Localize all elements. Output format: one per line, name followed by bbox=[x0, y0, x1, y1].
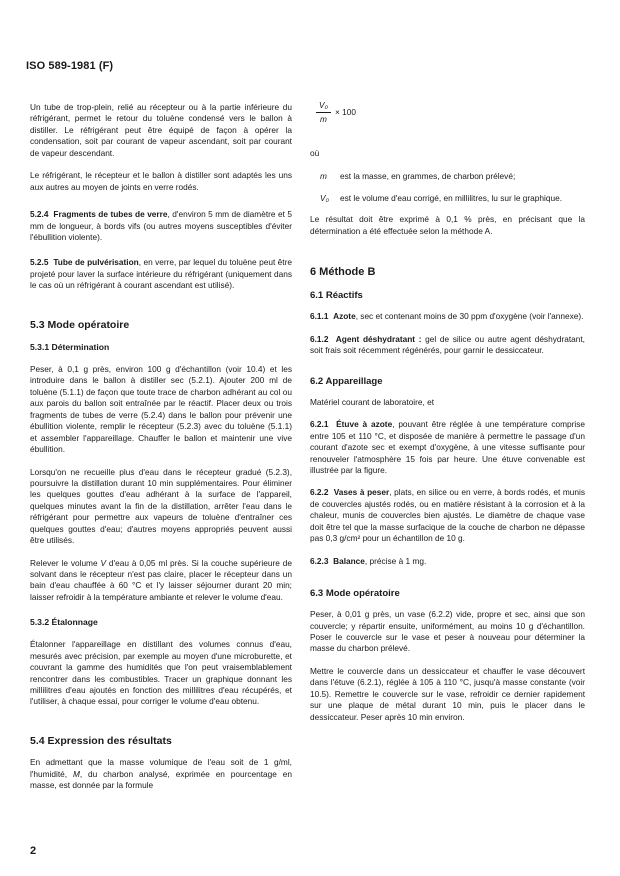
paragraph: Lorsqu'on ne recueille plus d'eau dans le récepteur gradué (5.2.3), poursuivre la distillation durant 10 min supplémentaires. Pour éliminer les quelques gouttes d'eau adhérant à la surface de l'appareil, quelques minutes avant la fin de la distillation, arrêter l'eau dans le réfrigérant pour permettre aux vapeurs de toluène d'entraîner ces quelques gouttes d'eau; d'autres moyens appropriés peuvent aussi être utilisés. bbox=[30, 466, 292, 546]
variable-v: V bbox=[100, 557, 107, 568]
paragraph: Matériel courant de laboratoire, et bbox=[310, 396, 435, 407]
clause-number: 6.1.1 bbox=[310, 311, 329, 322]
where-label: où bbox=[310, 147, 320, 158]
clause-title: Tube de pulvérisation bbox=[53, 257, 139, 268]
left-column bbox=[30, 102, 292, 803]
formula-fraction bbox=[316, 100, 331, 126]
text-run: , du charbon analysé, exprimée en pourcentage en masse, est donnée par la formule bbox=[30, 768, 292, 791]
clause-number: 5.2.5 bbox=[30, 257, 49, 268]
variable-definition-v0 bbox=[310, 193, 585, 204]
variable-symbol: m bbox=[320, 171, 327, 182]
variable-definition: est le volume d'eau corrigé, en millilitres, lu sur le graphique. bbox=[340, 192, 563, 203]
clause-6-2-1 bbox=[310, 419, 585, 476]
formula-numerator: V₀ bbox=[316, 100, 331, 113]
subsection-heading-5-3-2: 5.3.2 Étalonnage bbox=[30, 617, 98, 628]
section-heading-5-4: 5.4 Expression des résultats bbox=[30, 734, 172, 747]
section-heading-6-2: 6.2 Appareillage bbox=[310, 375, 383, 387]
paragraph: Étalonner l'appareillage en distillant des volumes connus d'eau, mesurés avec précision, par exemple au moyen d'une microburette, et couvrant la gamme des humidités que l'on peut vraisemblablement rencontrer dans les combustibles. Tracer un graphique donnant les millilitres d'eau ajoutés en fonction des millilitres d'eau récupérés, et l'utiliser, à chaque essai, pour corriger le volume d'eau obtenu. bbox=[30, 639, 292, 707]
clause-number: 6.2.2 bbox=[310, 487, 329, 498]
clause-number: 6.1.2 bbox=[310, 333, 329, 344]
text-run: d'eau à 0,05 ml près. Si la couche supérieure de solvant dans le récepteur n'est pas claire, placer le récepteur dans un bain d'eau chauffée à 60 °C et l'y laisser séjourner durant 20 min; laisser refroidir à la température ambiante et relever le volume d'eau. bbox=[30, 557, 292, 602]
variable-m: M bbox=[72, 768, 80, 779]
paragraph bbox=[30, 757, 292, 791]
clause-text: , en verre, par lequel du toluène peut être projeté pour laver la surface intérieure du réfrigérant (uniquement dans le cas où un réfrigérant à courant ascendant est utilisé). bbox=[30, 257, 292, 291]
clause-number: 6.2.3 bbox=[310, 555, 329, 566]
clause-number: 5.2.4 bbox=[30, 209, 49, 220]
clause-title: Balance bbox=[333, 555, 365, 566]
moisture-formula bbox=[316, 100, 585, 126]
clause-6-1-1 bbox=[310, 311, 585, 322]
clause-text: , sec et contenant moins de 30 ppm d'oxygène (voir l'annexe). bbox=[355, 311, 584, 322]
section-heading-6-3: 6.3 Mode opératoire bbox=[310, 588, 400, 600]
formula-multiplier: × 100 bbox=[335, 107, 357, 118]
page-header: ISO 589-1981 (F) bbox=[26, 60, 114, 72]
variable-definition-m bbox=[310, 171, 585, 182]
paragraph: Un tube de trop-plein, relié au récepteur ou à la partie inférieure du réfrigérant, permet le retour du toluène condensé vers le ballon à distiller. Le réfrigérant peut être équipé de façon à opérer la condensation, soit par courant de vapeur ascendant, soit par courant de vapeur descendant. bbox=[30, 102, 292, 158]
clause-5-2-5 bbox=[30, 257, 292, 291]
clause-text: , plats, en silice ou en verre, à bords rodés, et munis de couvercles ajustés rodés, ou en matière résistant à la corrosion et à la chaleur, munis de couvercles bien ajustés. Le diamètre de chaque vase doit être tel que la masse surfacique de la couche de charbon ne dépasse pas 0,3 g/cm² pour un échantillon de 10 g. bbox=[310, 487, 585, 544]
formula-denominator: m bbox=[320, 114, 327, 125]
variable-definition: est la masse, en grammes, de charbon prélevé; bbox=[340, 171, 516, 182]
section-heading-6-1: 6.1 Réactifs bbox=[310, 290, 363, 302]
variable-symbol: V₀ bbox=[320, 192, 330, 203]
clause-title: Fragments de tubes de verre bbox=[53, 209, 168, 220]
clause-title: Azote bbox=[333, 311, 356, 322]
subsection-heading-5-3-1: 5.3.1 Détermination bbox=[30, 342, 110, 353]
clause-title: Étuve à azote bbox=[336, 419, 393, 430]
paragraph: Peser, à 0,1 g près, environ 100 g d'échantillon (voir 10.4) et les introduire dans le ballon à distiller sec (5.2.1). Ajouter 200 ml de toluène (5.1.1) de façon que toute trace de charbon adhérant au col ou aux parois du ballon soit entraînée par le réactif. Placer deux ou trois fragments de tubes de verre (5.2.4) dans le ballon pour prévenir une ébullition violente, remplir le récepteur (5.2.3) avec du toluène (5.1.1) et assembler l'appareillage. Chauffer le ballon et maintenir une vive ébullition. bbox=[30, 364, 292, 455]
clause-text: gel de silice ou autre agent déshydratant, soit frais soit récemment régénérés, pour garnir le dessiccateur. bbox=[310, 333, 585, 356]
paragraph bbox=[30, 558, 292, 604]
clause-text: , d'environ 5 mm de diamètre et 5 mm de longueur, à bords vifs (ou autres moyens susceptibles d'éviter l'ébullition violente). bbox=[30, 209, 292, 242]
clause-5-2-4 bbox=[30, 209, 292, 243]
clause-title: Agent déshydratant : bbox=[335, 333, 422, 344]
section-heading-6: 6 Méthode B bbox=[310, 266, 376, 279]
clause-6-2-2 bbox=[310, 487, 585, 544]
text-run: En admettant que la masse volumique de l'eau soit de 1 g/ml, l'humidité, bbox=[30, 757, 292, 779]
paragraph: Mettre le couvercle dans un dessiccateur et chauffer le vase découvert dans l'étuve (6.2.1), réglée à 105 à 110 °C, jusqu'à masse constante (voir 10.5). Remettre le couvercle sur le vase, refroidir ce dernier rapidement sur une plaque de métal durant 10 min, puis le placer dans le dessiccateur. Peser après 10 min environ. bbox=[310, 665, 585, 722]
paragraph: Le résultat doit être exprimé à 0,1 % près, en précisant que la détermination a été effectuée selon la méthode A. bbox=[310, 214, 585, 236]
clause-text: , précise à 1 mg. bbox=[364, 555, 427, 566]
clause-title: Vases à peser bbox=[333, 487, 390, 498]
clause-6-1-2 bbox=[310, 334, 585, 357]
section-heading-5-3: 5.3 Mode opératoire bbox=[30, 318, 130, 331]
page-number: 2 bbox=[30, 845, 37, 857]
right-column bbox=[310, 96, 585, 734]
paragraph: Peser, à 0,01 g près, un vase (6.2.2) vide, propre et sec, ainsi que son couvercle; y répartir ensuite, uniformément, au moins 10 g d'échantillon. Poser le couvercle sur le vase et peser à nouveau pour déterminer la masse du charbon prélevé. bbox=[310, 609, 585, 654]
clause-text: , pouvant être réglée à une température comprise entre 105 et 110 °C, et disposée de manière à permettre le passage d'un courant d'azote sec et exempt d'oxygène, à une vitesse suffisante pour renouveler l'atmosphère 15 fois par heure. Une étuve convenable est illustrée par la figure. bbox=[310, 419, 585, 475]
clause-number: 6.2.1 bbox=[310, 419, 329, 430]
clause-6-2-3 bbox=[310, 556, 585, 567]
text-run: Relever le volume bbox=[30, 557, 101, 568]
paragraph: Le réfrigérant, le récepteur et le ballon à distiller sont adaptés les uns aux autres au moyen de joints en verre rodés. bbox=[30, 170, 292, 192]
